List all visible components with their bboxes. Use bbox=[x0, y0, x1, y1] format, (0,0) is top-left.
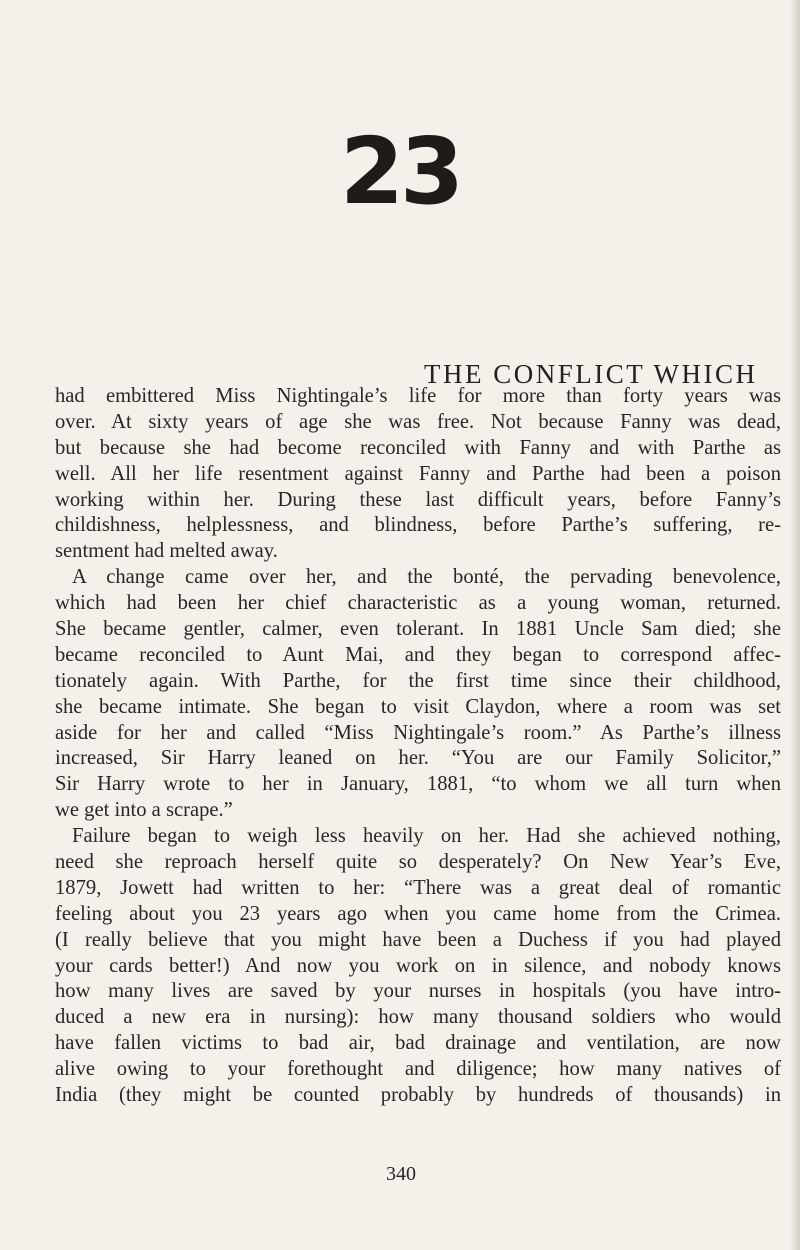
text-line: had embittered Miss Nightingale’s life for more than forty years was bbox=[55, 385, 781, 407]
text-line: your cards better!) And now you work on in silence, and nobody knows bbox=[55, 954, 781, 977]
body-text bbox=[55, 384, 781, 1109]
text-line: Failure began to weigh less heavily on her. Had she achieved nothing, bbox=[72, 825, 781, 848]
text-line: which had been her chief characteristic as a young woman, returned. bbox=[55, 592, 781, 615]
text-line: India (they might be counted probably by hundreds of thousands) in bbox=[55, 1084, 781, 1107]
text-line: we get into a scrape.” bbox=[55, 799, 233, 822]
text-line: well. All her life resentment against Fanny and Parthe had been a poison bbox=[55, 462, 781, 485]
text-line: have fallen victims to bad air, bad drainage and ventilation, are now bbox=[55, 1032, 781, 1055]
text-line: 1879, Jowett had written to her: “There was a great deal of romantic bbox=[55, 876, 781, 899]
text-line: increased, Sir Harry leaned on her. “You are our Family Solicitor,” bbox=[55, 747, 781, 770]
text-line: over. At sixty years of age she was free. Not because Fanny was dead, bbox=[55, 410, 781, 433]
text-line: (I really believe that you might have been a Duchess if you had played bbox=[55, 928, 781, 951]
text-line: need she reproach herself quite so desperately? On New Year’s Eve, bbox=[55, 851, 781, 874]
text-line: sentment had melted away. bbox=[55, 540, 278, 563]
text-line: Sir Harry wrote to her in January, 1881, “to whom we all turn when bbox=[55, 773, 781, 796]
text-line: working within her. During these last difficult years, before Fanny’s bbox=[55, 488, 781, 511]
text-line: alive owing to your forethought and diligence; how many natives of bbox=[55, 1058, 781, 1081]
text-line: but because she had become reconciled with Fanny and with Parthe as bbox=[55, 436, 781, 459]
text-line: She became gentler, calmer, even tolerant. In 1881 Uncle Sam died; she bbox=[55, 618, 781, 641]
text-line: duced a new era in nursing): how many thousand soldiers who would bbox=[55, 1006, 781, 1029]
text-line: became reconciled to Aunt Mai, and they began to correspond affec- bbox=[55, 643, 781, 666]
chapter-number: 23 bbox=[339, 118, 461, 225]
text-line: she became intimate. She began to visit Claydon, where a room was set bbox=[55, 695, 781, 718]
text-line: childishness, helplessness, and blindness, before Parthe’s suffering, re- bbox=[55, 514, 781, 537]
text-line: how many lives are saved by your nurses in hospitals (you have intro- bbox=[55, 980, 781, 1003]
text-line: feeling about you 23 years ago when you came home from the Crimea. bbox=[55, 902, 781, 925]
text-line: aside for her and called “Miss Nightingale’s room.” As Parthe’s illness bbox=[55, 721, 781, 744]
page-number: 340 bbox=[386, 1163, 416, 1185]
chapter-opening-caps: THE CONFLICT WHICH bbox=[424, 359, 758, 389]
text-line: A change came over her, and the bonté, the pervading benevolence, bbox=[72, 566, 781, 589]
text-line: tionately again. With Parthe, for the first time since their childhood, bbox=[55, 669, 781, 692]
